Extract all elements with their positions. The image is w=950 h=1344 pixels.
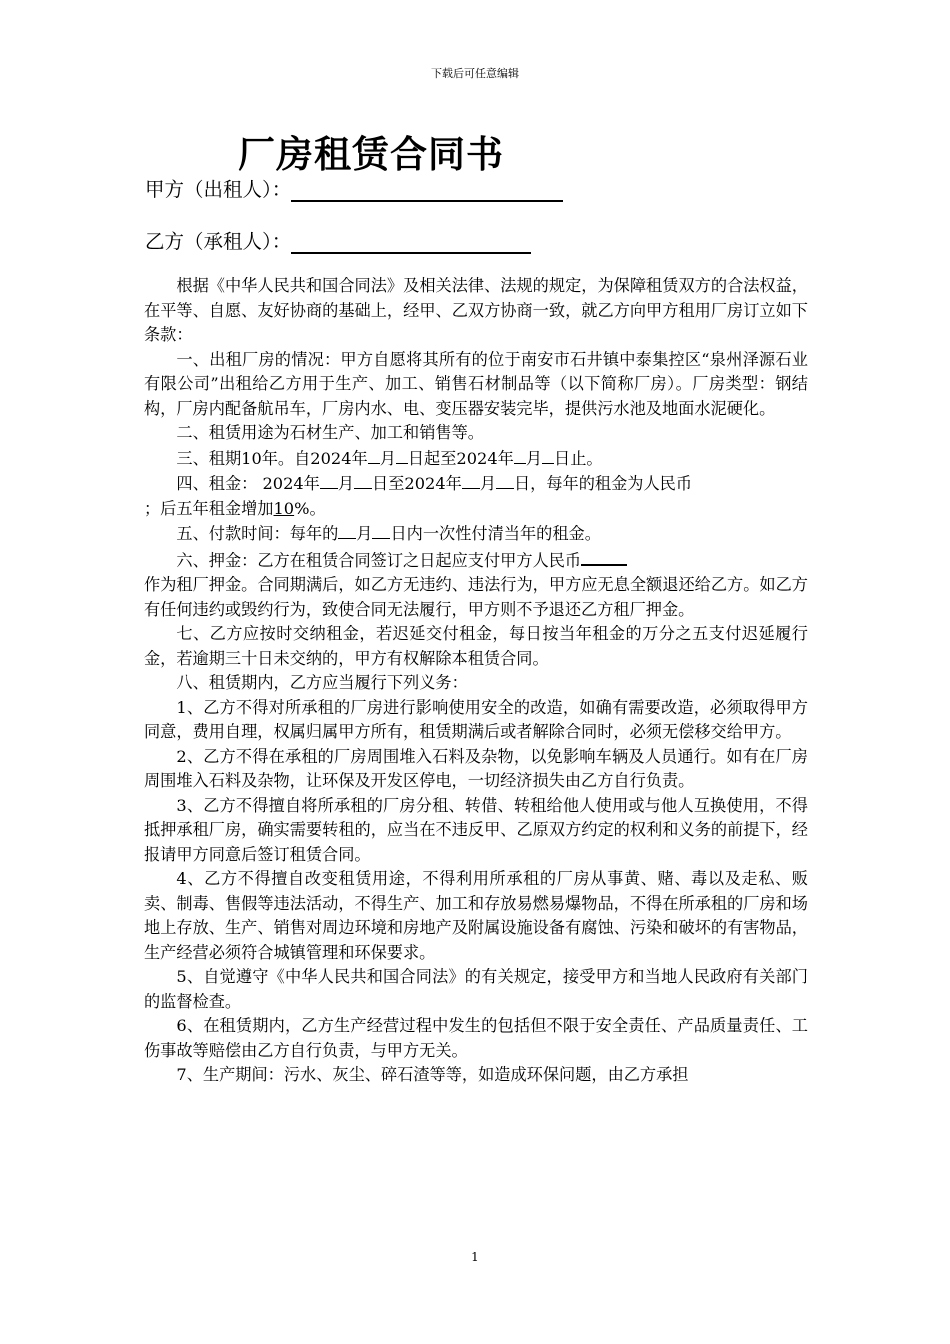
party-b-blank <box>291 232 531 254</box>
obligation-item-1: 1、乙方不得对所承租的厂房进行影响使用安全的改造，如确有需要改造，必须取得甲方同意，费用自理，权属归属甲方所有，租赁期满后或者解除合同时，必须无偿移交给甲方。 <box>144 697 808 741</box>
clause-3 <box>144 446 808 472</box>
party-b-line <box>145 226 531 254</box>
party-b-label: 乙方（承租人）： <box>145 230 292 253</box>
blank-line <box>368 446 380 464</box>
clause-3-text-b: 月 <box>379 448 396 468</box>
clause-4-text-h: %。 <box>294 498 326 518</box>
party-a-line <box>145 174 563 202</box>
obligation-item-2: 2、乙方不得在承租的厂房周围堆入石料及杂物，以免影响车辆及人员通行。如有在厂房周围堆入石料及杂物，让环保及开发区停电，一切经济损失由乙方自行负责。 <box>144 746 808 790</box>
obligation-item-4: 4、乙方不得擅自改变租赁用途，不得利用所承租的厂房从事黄、赌、毒以及走私、贩卖、制毒、售假等违法活动，不得生产、加工和存放易燃易爆物品，不得在所承租的厂房和场地上存放、生产、销售对周边环境和房地产及附属设施设备有腐蚀、污染和破坏的有害物品，生产经营必须符合城镇管理和环保要求。 <box>144 869 808 962</box>
clause-7: 七、乙方应按时交纳租金，若迟延交付租金，每日按当年租金的万分之五支付迟延履行金，若逾期三十日未交纳的，甲方有权解除本租赁合同。 <box>144 624 808 668</box>
page-number: 1 <box>471 1250 479 1264</box>
blank-line <box>372 521 390 539</box>
clause-4-text-f: ；后五年租金增加 <box>144 498 274 518</box>
clause-4-text-d: 月 <box>479 474 496 493</box>
obligation-item-3: 3、乙方不得擅自将所承租的厂房分租、转借、转租给他人使用或与他人互换使用，不得抵押承租厂房，确实需要转租的，应当在不违反甲、乙原双方约定的权利和义务的前提下，经报请甲方同意后签订租赁合同。 <box>144 795 808 864</box>
document-title: 厂房租赁合同书 <box>238 133 504 176</box>
blank-line <box>514 446 526 464</box>
blank-line <box>496 471 514 489</box>
clause-3-text-d: 月 <box>525 448 543 468</box>
clause-5-text-c: 日内一次性付清当年的租金。 <box>390 524 601 543</box>
clause-1: 一、出租厂房的情况：甲方自愿将其所有的位于南安市石井镇中泰集控区“泉州泽源石业有限公司”出租给乙方用于生产、加工、销售石材制品等（以下简称厂房）。厂房类型：钢结构，厂房内配备航吊车，厂房内水、电、变压器安装完毕，提供污水池及地面水泥硬化。 <box>144 349 808 418</box>
clause-3-text-c: 日起至2024年 <box>407 448 514 468</box>
header-note: 下载后可任意编辑 <box>431 67 519 80</box>
clause-5-text-a: 五、付款时间：每年的 <box>176 524 339 543</box>
clause-4-text-c: 日至2024年 <box>372 474 462 493</box>
clause-8: 八、租赁期内，乙方应当履行下列义务： <box>176 673 468 692</box>
obligation-item-7: 7、生产期间：污水、灰尘、碎石渣等等，如造成环保问题，由乙方承担 <box>176 1065 689 1084</box>
clause-6-text-a: 六、押金：乙方在租赁合同签订之日起应支付甲方人民币 <box>176 550 582 570</box>
blank-line <box>542 446 554 464</box>
obligation-item-5: 5、自觉遵守《中华人民共和国合同法》的有关规定，接受甲方和当地人民政府有关部门的监督检查。 <box>144 967 808 1011</box>
obligation-item-6: 6、在租赁期内，乙方生产经营过程中发生的包括但不限于安全责任、产品质量责任、工伤事故等赔偿由乙方自行负责，与甲方无关。 <box>144 1016 808 1060</box>
clause-3-text-a: 三、租期10年。自2024年 <box>176 448 368 468</box>
clause-6 <box>144 547 808 574</box>
blank-line <box>338 521 356 539</box>
intro-paragraph: 根据《中华人民共和国合同法》及相关法律、法规的规定，为保障租赁双方的合法权益，在平等、自愿、友好协商的基础上，经甲、乙双方协商一致，就乙方向甲方租用厂房订立如下条款： <box>144 276 808 344</box>
clause-5-text-b: 月 <box>356 524 373 543</box>
deposit-blank <box>581 547 627 566</box>
party-a-label: 甲方（出租人）： <box>145 178 292 201</box>
clause-5 <box>144 521 808 547</box>
blank-line <box>462 471 480 489</box>
clause-4-text-b: 月 <box>337 474 355 493</box>
increase-percent: 10 <box>273 498 295 518</box>
clause-6-continued: 作为租厂押金。合同期满后，如乙方无违约、违法行为，甲方应无息全额退还给乙方。如乙方有任何违约或毁约行为，致使合同无法履行，甲方则不予退还乙方租厂押金。 <box>144 575 808 619</box>
clause-4 <box>144 471 808 521</box>
blank-line <box>354 471 372 489</box>
clause-4-text-e: 日，每年的租金为人民币 <box>514 474 693 493</box>
clause-2: 二、租赁用途为石材生产、加工和销售等。 <box>176 423 484 442</box>
blank-line <box>320 471 338 489</box>
party-a-blank <box>291 180 563 202</box>
clause-3-text-e: 日止。 <box>554 448 603 468</box>
clause-4-text-a: 四、租金： 2024年 <box>176 474 320 493</box>
contract-body <box>144 274 808 1088</box>
blank-line <box>396 446 408 464</box>
